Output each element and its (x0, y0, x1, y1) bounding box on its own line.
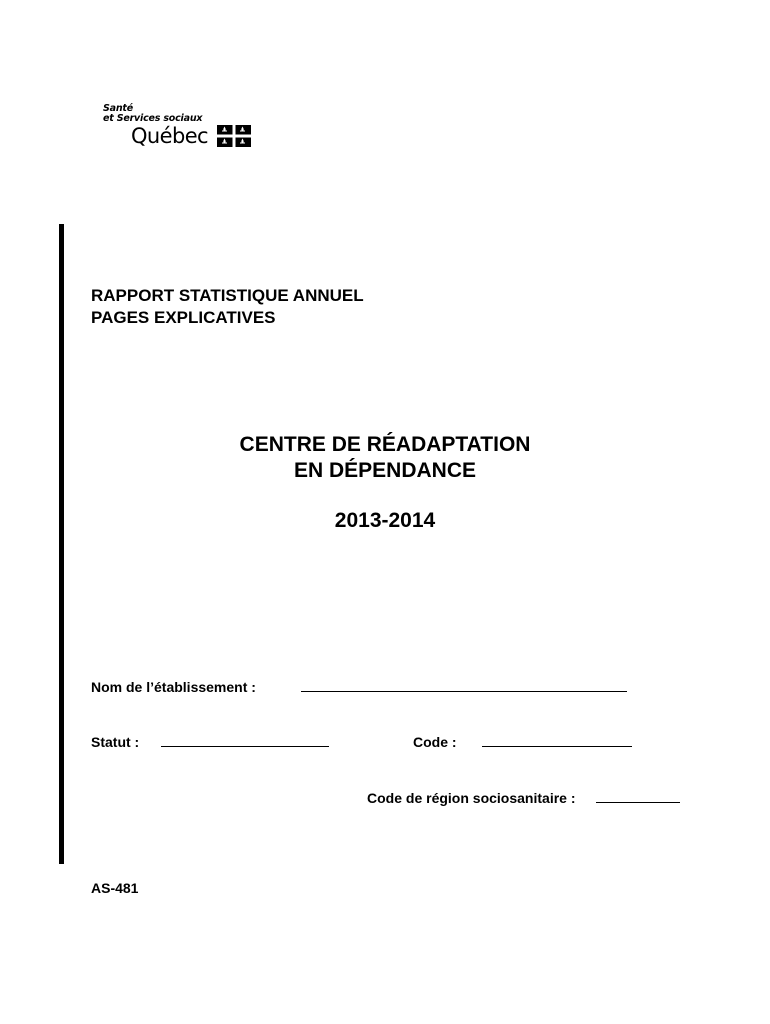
statut-field[interactable] (161, 746, 329, 747)
form-identifier: AS-481 (91, 880, 139, 896)
code-field[interactable] (482, 746, 632, 747)
code-label: Code : (413, 734, 457, 750)
sante-quebec-logo (103, 104, 253, 148)
left-margin-bar (59, 224, 64, 864)
region-code-field[interactable] (596, 802, 680, 803)
establishment-name-label: Nom de l’établissement : (91, 679, 256, 695)
report-type-line1: RAPPORT STATISTIQUE ANNUEL (91, 286, 364, 305)
fleurdelise-flag-icon (217, 125, 251, 147)
logo-wordmark: Québec (131, 124, 208, 148)
statut-label: Statut : (91, 734, 140, 750)
document-year: 2013-2014 (334, 509, 436, 532)
document-title-line1: CENTRE DE RÉADAPTATION (239, 433, 531, 456)
document-title-line2: EN DÉPENDANCE (293, 459, 477, 482)
report-type-line2: PAGES EXPLICATIVES (91, 308, 276, 327)
establishment-name-field[interactable] (301, 691, 627, 692)
region-code-label: Code de région sociosanitaire : (367, 790, 576, 806)
logo-line-sante: Santé (103, 103, 134, 114)
logo-line-services: et Services sociaux (103, 113, 203, 124)
